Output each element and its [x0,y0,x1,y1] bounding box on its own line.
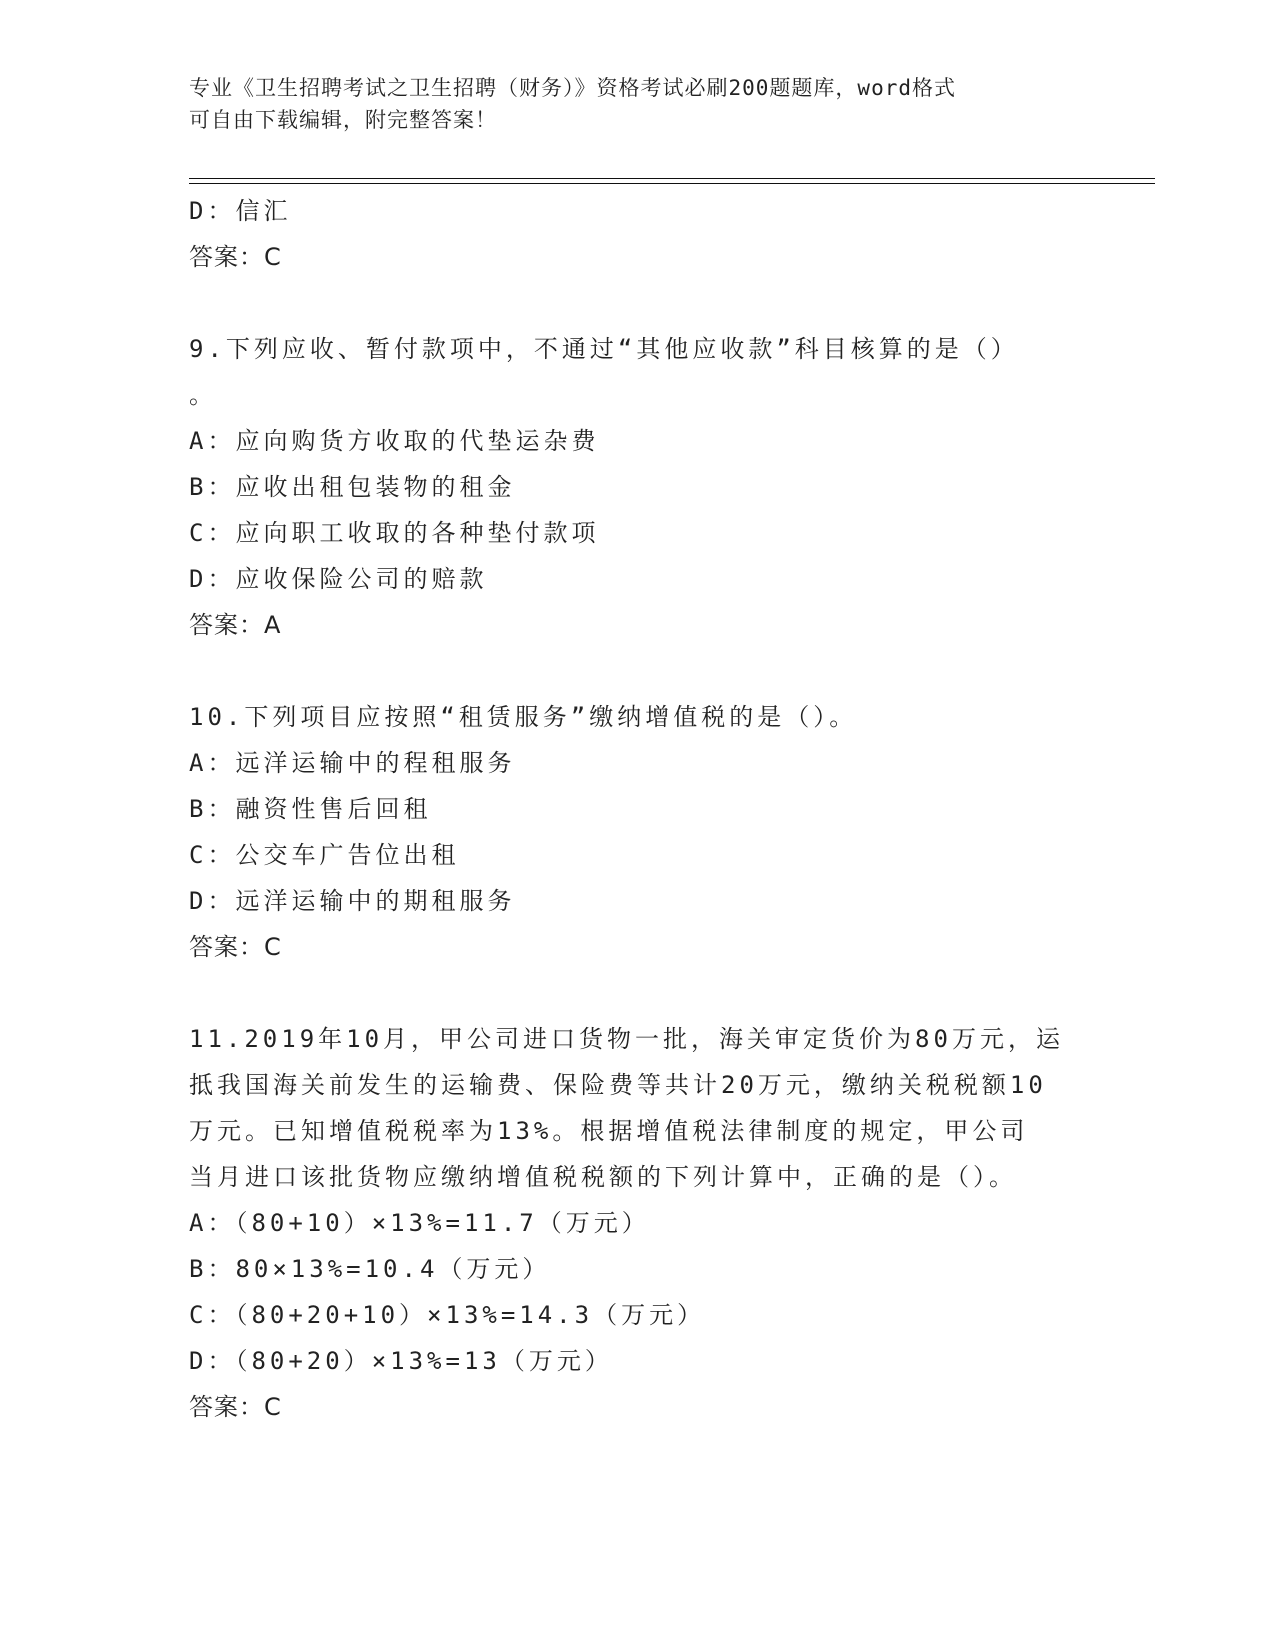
spacer [189,648,1109,694]
answer-line: 答案：C [189,243,282,271]
option-c: C：应向职工收取的各种垫付款项 [189,519,600,547]
header-rule-bottom [189,183,1155,184]
answer-line: 答案：C [189,933,282,961]
option-c: C：公交车广告位出租 [189,841,460,869]
question-title-continued: 当月进口该批货物应缴纳增值税税额的下列计算中，正确的是（）。 [189,1163,1017,1191]
option-a: A：应向购货方收取的代垫运杂费 [189,427,600,455]
answer-line: 答案：C [189,1393,282,1421]
option-d: D：（80+20）×13%=13（万元） [189,1347,613,1375]
question-11 [189,1016,1109,1430]
document-body [189,188,1109,1430]
previous-question-tail [189,188,1109,280]
question-9 [189,326,1109,648]
option-b: B：融资性售后回租 [189,795,432,823]
question-title: 9.下列应收、暂付款项中，不通过“其他应收款”科目核算的是（） [189,335,1019,363]
option-b: B：应收出租包装物的租金 [189,473,516,501]
question-10 [189,694,1109,970]
option-d: D：应收保险公司的赔款 [189,565,488,593]
question-title-continued: 抵我国海关前发生的运输费、保险费等共计20万元，缴纳关税税额10 [189,1071,1047,1099]
option-d: D：远洋运输中的期租服务 [189,887,516,915]
question-title-continued: 万元。已知增值税税率为13%。根据增值税法律制度的规定，甲公司 [189,1117,1029,1145]
spacer [189,280,1109,326]
option-b: B：80×13%=10.4（万元） [189,1255,551,1283]
spacer [189,970,1109,1016]
question-title-continued: 。 [189,381,217,409]
question-title: 10.下列项目应按照“租赁服务”缴纳增值税的是（）。 [189,703,858,731]
option-a: A：（80+10）×13%=11.7（万元） [189,1209,650,1237]
question-title: 11.2019年10月，甲公司进口货物一批，海关审定货价为80万元，运 [189,1025,1064,1053]
option-d: D：信汇 [189,197,292,225]
header-rule-top [189,178,1155,179]
answer-line: 答案：A [189,611,282,639]
option-a: A：远洋运输中的程租服务 [189,749,516,777]
header-line-2: 可自由下载编辑，附完整答案！ [189,108,497,132]
document-header [189,72,1089,136]
option-c: C：（80+20+10）×13%=14.3（万元） [189,1301,706,1329]
header-line-1: 专业《卫生招聘考试之卫生招聘（财务）》资格考试必刷200题题库，word格式 [189,76,956,100]
